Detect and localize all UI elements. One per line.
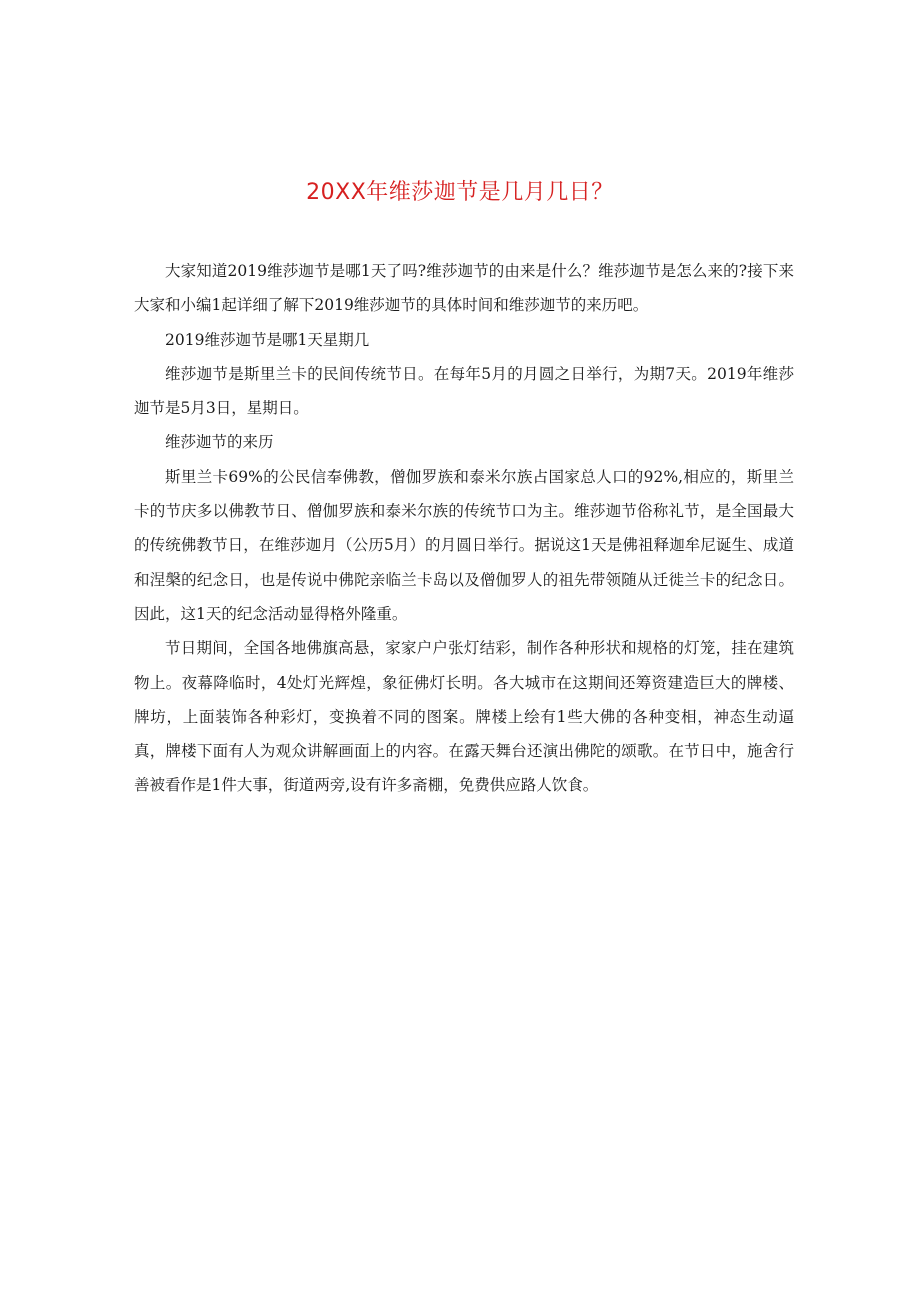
paragraph-origin: 斯里兰卡69%的公民信奉佛教，僧伽罗族和泰米尔族占国家总人口的92%,相应的，斯里兰卡的节庆多以佛教节日、僧伽罗族和泰米尔族的传统节口为主。维莎迦节俗称礼节，是全国最大的传统佛教节日，在维莎迦月（公历5月）的月圆日举行。据说这1天是佛祖释迦牟尼诞生、成道和涅槃的纪念日，也是传说中佛陀亲临兰卡岛以及僧伽罗人的祖先带领随从迁徙兰卡的纪念日。因此，这1天的纪念活动显得格外隆重。 xyxy=(134,467,794,623)
paragraph-intro: 大家知道2019维莎迦节是哪1天了吗?维莎迦节的由来是什么？维莎迦节是怎么来的?接下来大家和小编1起详细了解下2019维莎迦节的具体时间和维莎迦节的来历吧。 xyxy=(134,262,794,315)
paragraph-heading-date: 2019维莎迦节是哪1天星期几 xyxy=(165,330,370,349)
document-title: 20XX年维莎迦节是几月几日？ xyxy=(306,180,614,205)
paragraph-celebration: 节日期间，全国各地佛旗高悬，家家户户张灯结彩，制作各种形状和规格的灯笼，挂在建筑物上。夜幕降临时，4处灯光辉煌，象征佛灯长明。各大城市在这期间还筹资建造巨大的牌楼、牌坊，上面装饰各种彩灯，变换着不同的图案。牌楼上绘有1些大佛的各种变相，神态生动逼真，牌楼下面有人为观众讲解画面上的内容。在露天舞台还演出佛陀的颂歌。在节日中，施舍行善被看作是1件大事，街道两旁,设有许多斋棚，免费供应路人饮食。 xyxy=(134,639,794,795)
document-body xyxy=(134,254,794,803)
paragraph-date: 维莎迦节是斯里兰卡的民间传统节日。在每年5月的月圆之日举行，为期7天。2019年维莎迦节是5月3日，星期日。 xyxy=(134,364,794,418)
paragraph-heading-origin: 维莎迦节的来历 xyxy=(165,433,274,452)
